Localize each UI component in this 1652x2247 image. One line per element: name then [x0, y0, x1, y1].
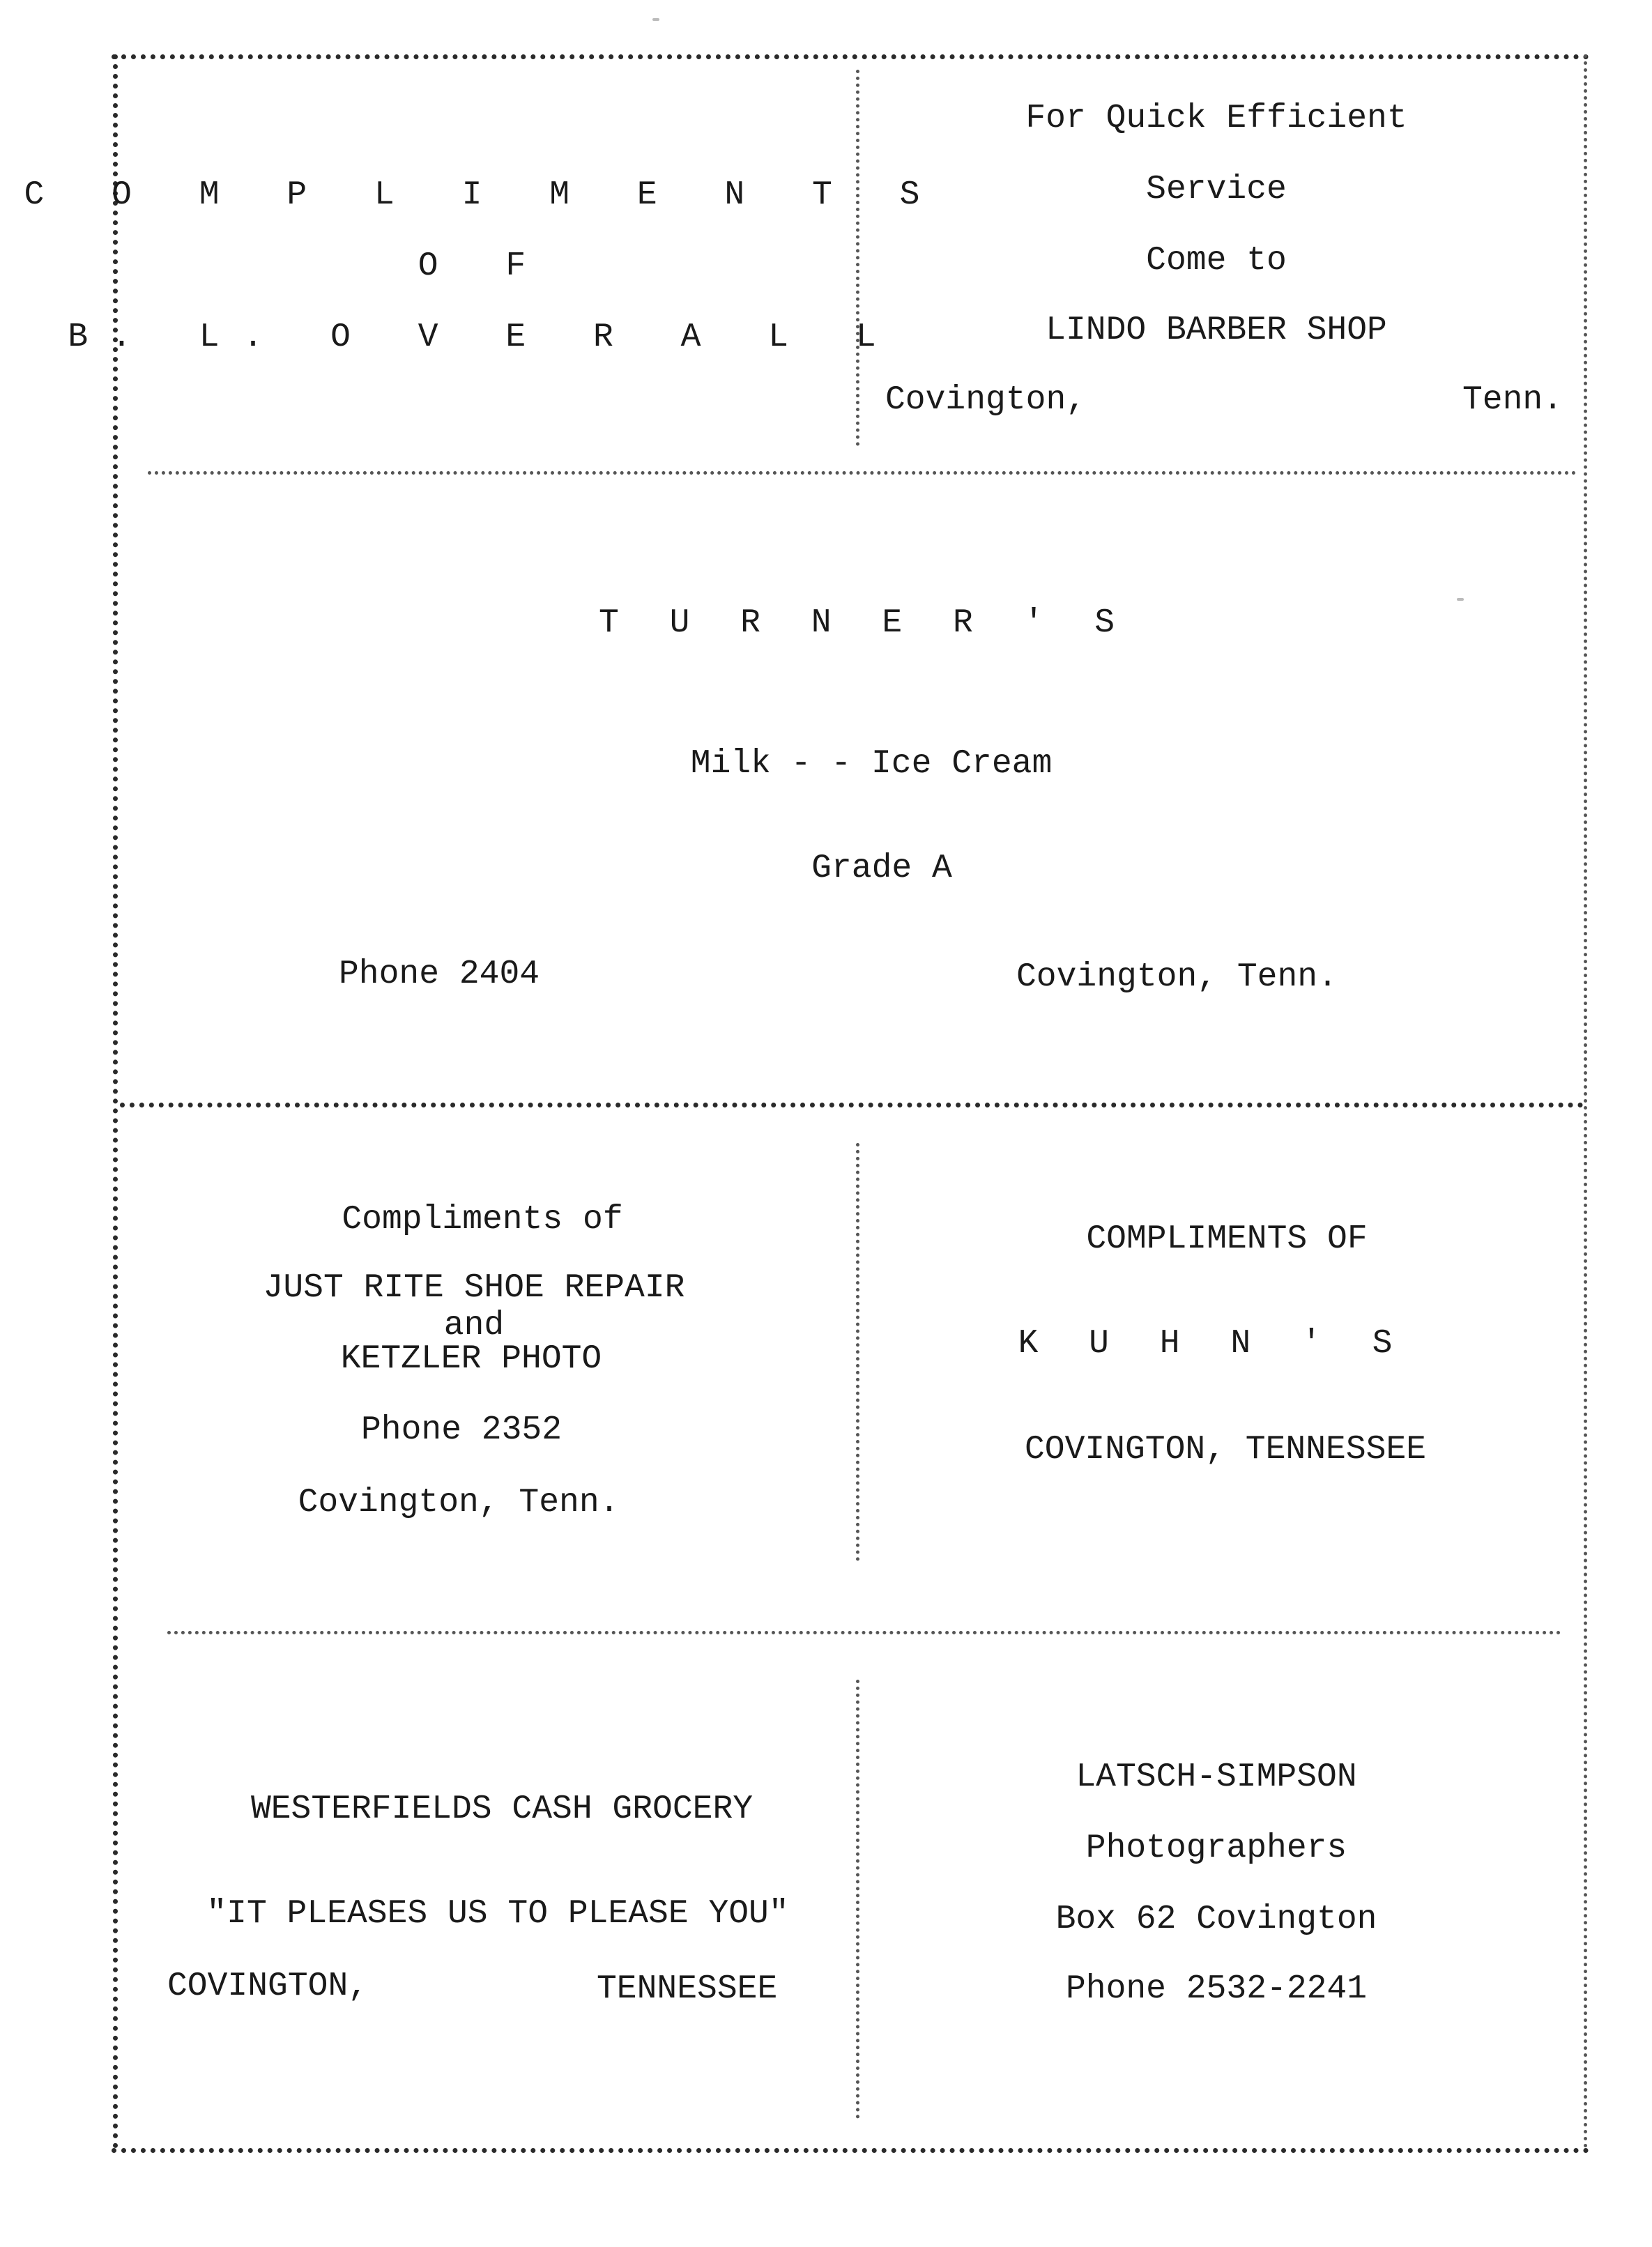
border-left [113, 54, 118, 2149]
ad-just-rite-line1: Compliments of [342, 1201, 623, 1238]
ad-latsch-line3: Box 62 Covington [1055, 1901, 1377, 1938]
ad-just-rite-line3: and [443, 1307, 505, 1344]
scan-speck [1457, 598, 1464, 601]
ad-kuhn-line2: K U H N ' S [1018, 1325, 1408, 1363]
ad-lindo-line4: LINDO BARBER SHOP [1046, 312, 1387, 349]
ad-lindo-line2: Service [1146, 171, 1287, 208]
ad-kuhn-line1: COMPLIMENTS OF [1086, 1220, 1368, 1258]
divider-row-1 [148, 471, 1577, 475]
ad-lindo-city: Covington, [885, 381, 1087, 419]
divider-col-middle [856, 1143, 859, 1561]
ad-turner-name: T U R N E R ' S [598, 604, 1131, 642]
ad-latsch-line1: LATSCH-SIMPSON [1076, 1758, 1357, 1796]
ad-lindo-line3: Come to [1146, 242, 1287, 279]
scan-speck [652, 18, 659, 21]
divider-col-bottom [856, 1680, 859, 2119]
ad-latsch-phone: Phone 2532-2241 [1065, 1970, 1368, 2008]
ad-kuhn-city: COVINGTON, TENNESSEE [1024, 1431, 1427, 1468]
ad-westerfield-name: WESTERFIELDS CASH GROCERY [250, 1790, 754, 1828]
ad-overall-line3: B. L. O V E R A L L [68, 319, 900, 356]
ad-just-rite-phone: Phone 2352 [360, 1411, 563, 1449]
ad-turner-city: Covington, Tenn. [1016, 958, 1338, 996]
ad-westerfield-state: TENNESSEE [597, 1970, 778, 2008]
ad-just-rite-line4: KETZLER PHOTO [340, 1340, 602, 1378]
ad-overall-line2: O F [418, 247, 550, 285]
ad-just-rite-line2: JUST RITE SHOE REPAIR [263, 1269, 685, 1307]
ad-just-rite-city: Covington, Tenn. [298, 1484, 620, 1521]
divider-row-3 [167, 1631, 1561, 1634]
ad-turner-phone: Phone 2404 [339, 956, 540, 993]
divider-col-top [856, 70, 859, 446]
ad-westerfield-slogan: "IT PLEASES US TO PLEASE YOU" [206, 1895, 789, 1933]
ad-latsch-line2: Photographers [1085, 1830, 1347, 1867]
ad-westerfield-city: COVINGTON, [167, 1968, 369, 2005]
ad-lindo-line1: For Quick Efficient [1025, 100, 1407, 137]
ad-lindo-state: Tenn. [1462, 381, 1563, 419]
ad-overall-line1: C O M P L I M E N T S [24, 176, 944, 214]
ad-turner-products: Milk - - Ice Cream [690, 745, 1053, 783]
border-top [112, 54, 1589, 59]
border-right [1584, 54, 1587, 2149]
border-bottom [112, 2148, 1589, 2153]
divider-row-2 [120, 1103, 1584, 1107]
ad-turner-grade: Grade A [811, 850, 952, 887]
